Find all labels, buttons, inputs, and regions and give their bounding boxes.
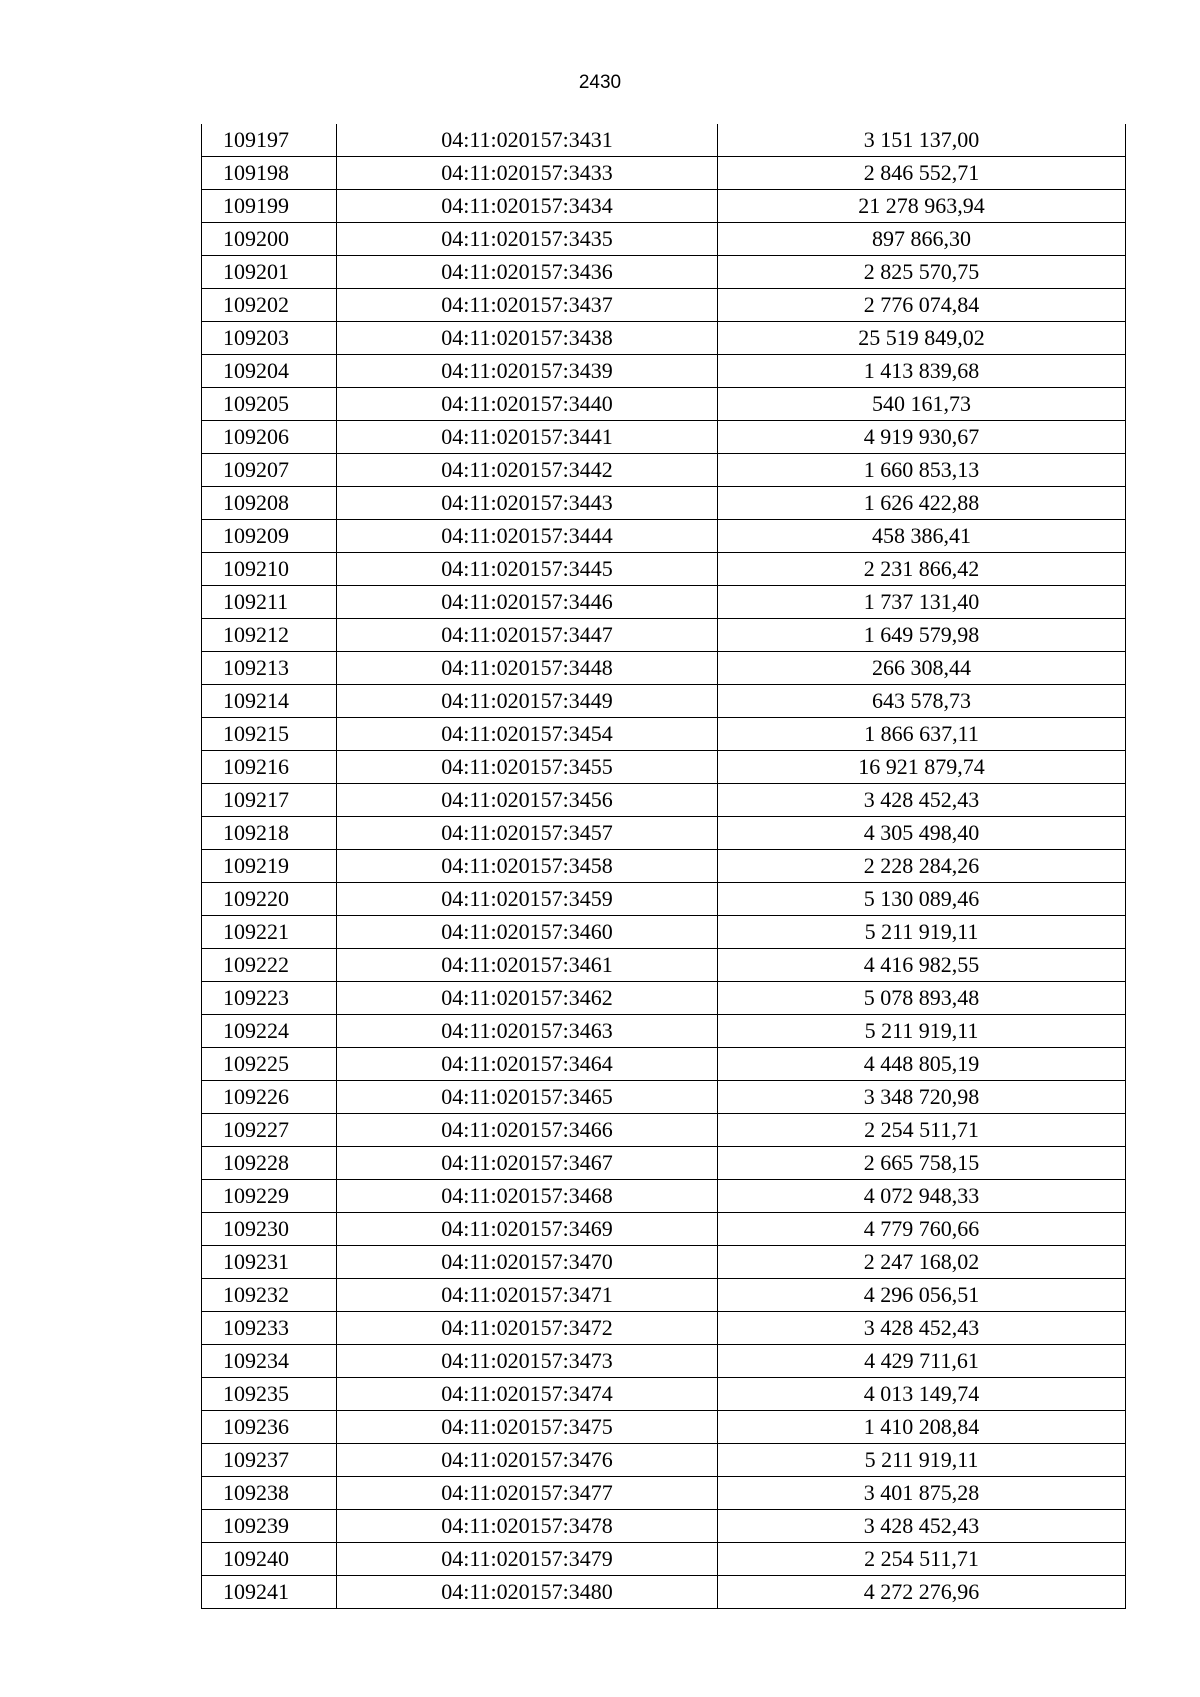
table-row bbox=[202, 1048, 1126, 1081]
row-number-cell: 109211 bbox=[202, 586, 337, 619]
table-row bbox=[202, 883, 1126, 916]
row-number-cell: 109236 bbox=[202, 1411, 337, 1444]
row-number-cell: 109232 bbox=[202, 1279, 337, 1312]
cadastral-number-cell: 04:11:020157:3464 bbox=[337, 1048, 718, 1081]
row-number-cell: 109237 bbox=[202, 1444, 337, 1477]
table-row bbox=[202, 1015, 1126, 1048]
table-row bbox=[202, 421, 1126, 454]
table-row bbox=[202, 454, 1126, 487]
cadastral-number-cell: 04:11:020157:3456 bbox=[337, 784, 718, 817]
cadastral-number-cell: 04:11:020157:3448 bbox=[337, 652, 718, 685]
table-row bbox=[202, 685, 1126, 718]
table-row bbox=[202, 1114, 1126, 1147]
table-row bbox=[202, 322, 1126, 355]
table-row bbox=[202, 289, 1126, 322]
table-row bbox=[202, 1378, 1126, 1411]
cadastral-value-cell: 1 413 839,68 bbox=[718, 355, 1126, 388]
row-number-cell: 109230 bbox=[202, 1213, 337, 1246]
table-row bbox=[202, 1246, 1126, 1279]
cadastral-number-cell: 04:11:020157:3447 bbox=[337, 619, 718, 652]
table-row bbox=[202, 157, 1126, 190]
cadastral-number-cell: 04:11:020157:3475 bbox=[337, 1411, 718, 1444]
row-number-cell: 109228 bbox=[202, 1147, 337, 1180]
row-number-cell: 109240 bbox=[202, 1543, 337, 1576]
cadastral-number-cell: 04:11:020157:3460 bbox=[337, 916, 718, 949]
cadastral-number-cell: 04:11:020157:3446 bbox=[337, 586, 718, 619]
row-number-cell: 109197 bbox=[202, 124, 337, 157]
table-row bbox=[202, 850, 1126, 883]
row-number-cell: 109241 bbox=[202, 1576, 337, 1609]
table-row bbox=[202, 1147, 1126, 1180]
cadastral-value-cell: 4 429 711,61 bbox=[718, 1345, 1126, 1378]
cadastral-value-cell: 2 247 168,02 bbox=[718, 1246, 1126, 1279]
row-number-cell: 109239 bbox=[202, 1510, 337, 1543]
cadastral-number-cell: 04:11:020157:3461 bbox=[337, 949, 718, 982]
cadastral-value-cell: 643 578,73 bbox=[718, 685, 1126, 718]
row-number-cell: 109209 bbox=[202, 520, 337, 553]
row-number-cell: 109207 bbox=[202, 454, 337, 487]
cadastral-value-cell: 266 308,44 bbox=[718, 652, 1126, 685]
row-number-cell: 109214 bbox=[202, 685, 337, 718]
cadastral-value-cell: 4 072 948,33 bbox=[718, 1180, 1126, 1213]
cadastral-number-cell: 04:11:020157:3454 bbox=[337, 718, 718, 751]
cadastral-number-cell: 04:11:020157:3443 bbox=[337, 487, 718, 520]
row-number-cell: 109235 bbox=[202, 1378, 337, 1411]
cadastral-value-cell: 2 254 511,71 bbox=[718, 1543, 1126, 1576]
table-row bbox=[202, 619, 1126, 652]
cadastral-value-cell: 458 386,41 bbox=[718, 520, 1126, 553]
row-number-cell: 109198 bbox=[202, 157, 337, 190]
row-number-cell: 109226 bbox=[202, 1081, 337, 1114]
table-row bbox=[202, 1543, 1126, 1576]
cadastral-number-cell: 04:11:020157:3433 bbox=[337, 157, 718, 190]
row-number-cell: 109231 bbox=[202, 1246, 337, 1279]
table-row bbox=[202, 1576, 1126, 1609]
row-number-cell: 109202 bbox=[202, 289, 337, 322]
row-number-cell: 109203 bbox=[202, 322, 337, 355]
table-row bbox=[202, 1510, 1126, 1543]
cadastral-number-cell: 04:11:020157:3435 bbox=[337, 223, 718, 256]
row-number-cell: 109213 bbox=[202, 652, 337, 685]
table-row bbox=[202, 124, 1126, 157]
cadastral-number-cell: 04:11:020157:3445 bbox=[337, 553, 718, 586]
cadastral-value-cell: 2 254 511,71 bbox=[718, 1114, 1126, 1147]
cadastral-number-cell: 04:11:020157:3458 bbox=[337, 850, 718, 883]
table-row bbox=[202, 190, 1126, 223]
cadastral-number-cell: 04:11:020157:3474 bbox=[337, 1378, 718, 1411]
table-row bbox=[202, 1312, 1126, 1345]
cadastral-value-cell: 2 231 866,42 bbox=[718, 553, 1126, 586]
cadastral-number-cell: 04:11:020157:3438 bbox=[337, 322, 718, 355]
cadastral-value-cell: 25 519 849,02 bbox=[718, 322, 1126, 355]
cadastral-value-cell: 2 825 570,75 bbox=[718, 256, 1126, 289]
cadastral-number-cell: 04:11:020157:3467 bbox=[337, 1147, 718, 1180]
row-number-cell: 109215 bbox=[202, 718, 337, 751]
table-row bbox=[202, 553, 1126, 586]
table-row bbox=[202, 355, 1126, 388]
cadastral-value-cell: 1 737 131,40 bbox=[718, 586, 1126, 619]
cadastral-value-cell: 4 779 760,66 bbox=[718, 1213, 1126, 1246]
table-row bbox=[202, 784, 1126, 817]
cadastral-value-cell: 4 416 982,55 bbox=[718, 949, 1126, 982]
cadastral-number-cell: 04:11:020157:3472 bbox=[337, 1312, 718, 1345]
cadastral-number-cell: 04:11:020157:3431 bbox=[337, 124, 718, 157]
cadastral-value-cell: 5 078 893,48 bbox=[718, 982, 1126, 1015]
table-row bbox=[202, 223, 1126, 256]
cadastral-number-cell: 04:11:020157:3462 bbox=[337, 982, 718, 1015]
table-row bbox=[202, 1081, 1126, 1114]
cadastral-value-cell: 4 305 498,40 bbox=[718, 817, 1126, 850]
cadastral-number-cell: 04:11:020157:3463 bbox=[337, 1015, 718, 1048]
cadastral-value-cell: 1 660 853,13 bbox=[718, 454, 1126, 487]
table-row bbox=[202, 751, 1126, 784]
cadastral-number-cell: 04:11:020157:3470 bbox=[337, 1246, 718, 1279]
row-number-cell: 109227 bbox=[202, 1114, 337, 1147]
table-row bbox=[202, 817, 1126, 850]
row-number-cell: 109225 bbox=[202, 1048, 337, 1081]
cadastral-value-cell: 4 919 930,67 bbox=[718, 421, 1126, 454]
cadastral-value-cell: 5 211 919,11 bbox=[718, 1444, 1126, 1477]
row-number-cell: 109219 bbox=[202, 850, 337, 883]
cadastral-value-cell: 2 665 758,15 bbox=[718, 1147, 1126, 1180]
table-row bbox=[202, 1345, 1126, 1378]
row-number-cell: 109229 bbox=[202, 1180, 337, 1213]
cadastral-value-cell: 3 428 452,43 bbox=[718, 784, 1126, 817]
cadastral-value-cell: 16 921 879,74 bbox=[718, 751, 1126, 784]
row-number-cell: 109216 bbox=[202, 751, 337, 784]
cadastral-number-cell: 04:11:020157:3480 bbox=[337, 1576, 718, 1609]
row-number-cell: 109221 bbox=[202, 916, 337, 949]
table-row bbox=[202, 520, 1126, 553]
cadastral-number-cell: 04:11:020157:3465 bbox=[337, 1081, 718, 1114]
table-row bbox=[202, 1477, 1126, 1510]
cadastral-value-cell: 3 428 452,43 bbox=[718, 1312, 1126, 1345]
cadastral-number-cell: 04:11:020157:3476 bbox=[337, 1444, 718, 1477]
cadastral-value-cell: 3 428 452,43 bbox=[718, 1510, 1126, 1543]
row-number-cell: 109224 bbox=[202, 1015, 337, 1048]
table-row bbox=[202, 256, 1126, 289]
cadastral-number-cell: 04:11:020157:3442 bbox=[337, 454, 718, 487]
cadastral-value-table bbox=[201, 124, 1126, 1609]
cadastral-value-cell: 5 211 919,11 bbox=[718, 1015, 1126, 1048]
row-number-cell: 109210 bbox=[202, 553, 337, 586]
row-number-cell: 109201 bbox=[202, 256, 337, 289]
cadastral-number-cell: 04:11:020157:3436 bbox=[337, 256, 718, 289]
row-number-cell: 109233 bbox=[202, 1312, 337, 1345]
table-row bbox=[202, 1411, 1126, 1444]
cadastral-value-cell: 2 776 074,84 bbox=[718, 289, 1126, 322]
cadastral-value-cell: 4 013 149,74 bbox=[718, 1378, 1126, 1411]
page-number: 2430 bbox=[578, 72, 622, 93]
cadastral-value-cell: 3 401 875,28 bbox=[718, 1477, 1126, 1510]
cadastral-number-cell: 04:11:020157:3441 bbox=[337, 421, 718, 454]
cadastral-value-cell: 4 448 805,19 bbox=[718, 1048, 1126, 1081]
cadastral-number-cell: 04:11:020157:3437 bbox=[337, 289, 718, 322]
table-row bbox=[202, 388, 1126, 421]
cadastral-number-cell: 04:11:020157:3478 bbox=[337, 1510, 718, 1543]
table-row bbox=[202, 718, 1126, 751]
table-row bbox=[202, 487, 1126, 520]
cadastral-number-cell: 04:11:020157:3459 bbox=[337, 883, 718, 916]
cadastral-value-cell: 1 410 208,84 bbox=[718, 1411, 1126, 1444]
table-body bbox=[202, 124, 1126, 1609]
table-row bbox=[202, 982, 1126, 1015]
cadastral-value-cell: 4 296 056,51 bbox=[718, 1279, 1126, 1312]
cadastral-number-cell: 04:11:020157:3444 bbox=[337, 520, 718, 553]
cadastral-number-cell: 04:11:020157:3473 bbox=[337, 1345, 718, 1378]
cadastral-number-cell: 04:11:020157:3479 bbox=[337, 1543, 718, 1576]
table-row bbox=[202, 1180, 1126, 1213]
row-number-cell: 109220 bbox=[202, 883, 337, 916]
cadastral-value-cell: 21 278 963,94 bbox=[718, 190, 1126, 223]
cadastral-number-cell: 04:11:020157:3457 bbox=[337, 817, 718, 850]
row-number-cell: 109199 bbox=[202, 190, 337, 223]
cadastral-value-cell: 540 161,73 bbox=[718, 388, 1126, 421]
cadastral-number-cell: 04:11:020157:3449 bbox=[337, 685, 718, 718]
table-row bbox=[202, 1279, 1126, 1312]
row-number-cell: 109206 bbox=[202, 421, 337, 454]
cadastral-number-cell: 04:11:020157:3455 bbox=[337, 751, 718, 784]
table-row bbox=[202, 586, 1126, 619]
cadastral-value-cell: 1 649 579,98 bbox=[718, 619, 1126, 652]
row-number-cell: 109212 bbox=[202, 619, 337, 652]
cadastral-number-cell: 04:11:020157:3469 bbox=[337, 1213, 718, 1246]
row-number-cell: 109208 bbox=[202, 487, 337, 520]
row-number-cell: 109204 bbox=[202, 355, 337, 388]
cadastral-value-cell: 1 626 422,88 bbox=[718, 487, 1126, 520]
cadastral-number-cell: 04:11:020157:3468 bbox=[337, 1180, 718, 1213]
cadastral-value-cell: 5 211 919,11 bbox=[718, 916, 1126, 949]
cadastral-number-cell: 04:11:020157:3439 bbox=[337, 355, 718, 388]
row-number-cell: 109234 bbox=[202, 1345, 337, 1378]
cadastral-number-cell: 04:11:020157:3471 bbox=[337, 1279, 718, 1312]
row-number-cell: 109223 bbox=[202, 982, 337, 1015]
cadastral-value-cell: 897 866,30 bbox=[718, 223, 1126, 256]
table-row bbox=[202, 949, 1126, 982]
row-number-cell: 109222 bbox=[202, 949, 337, 982]
cadastral-value-cell: 5 130 089,46 bbox=[718, 883, 1126, 916]
cadastral-value-cell: 3 348 720,98 bbox=[718, 1081, 1126, 1114]
row-number-cell: 109205 bbox=[202, 388, 337, 421]
row-number-cell: 109218 bbox=[202, 817, 337, 850]
cadastral-value-cell: 3 151 137,00 bbox=[718, 124, 1126, 157]
table-row bbox=[202, 652, 1126, 685]
cadastral-number-cell: 04:11:020157:3466 bbox=[337, 1114, 718, 1147]
cadastral-number-cell: 04:11:020157:3434 bbox=[337, 190, 718, 223]
row-number-cell: 109238 bbox=[202, 1477, 337, 1510]
table-row bbox=[202, 1213, 1126, 1246]
cadastral-number-cell: 04:11:020157:3440 bbox=[337, 388, 718, 421]
table-row bbox=[202, 1444, 1126, 1477]
cadastral-value-cell: 2 846 552,71 bbox=[718, 157, 1126, 190]
table-row bbox=[202, 916, 1126, 949]
row-number-cell: 109200 bbox=[202, 223, 337, 256]
cadastral-value-cell: 4 272 276,96 bbox=[718, 1576, 1126, 1609]
row-number-cell: 109217 bbox=[202, 784, 337, 817]
cadastral-number-cell: 04:11:020157:3477 bbox=[337, 1477, 718, 1510]
cadastral-value-cell: 2 228 284,26 bbox=[718, 850, 1126, 883]
cadastral-value-cell: 1 866 637,11 bbox=[718, 718, 1126, 751]
